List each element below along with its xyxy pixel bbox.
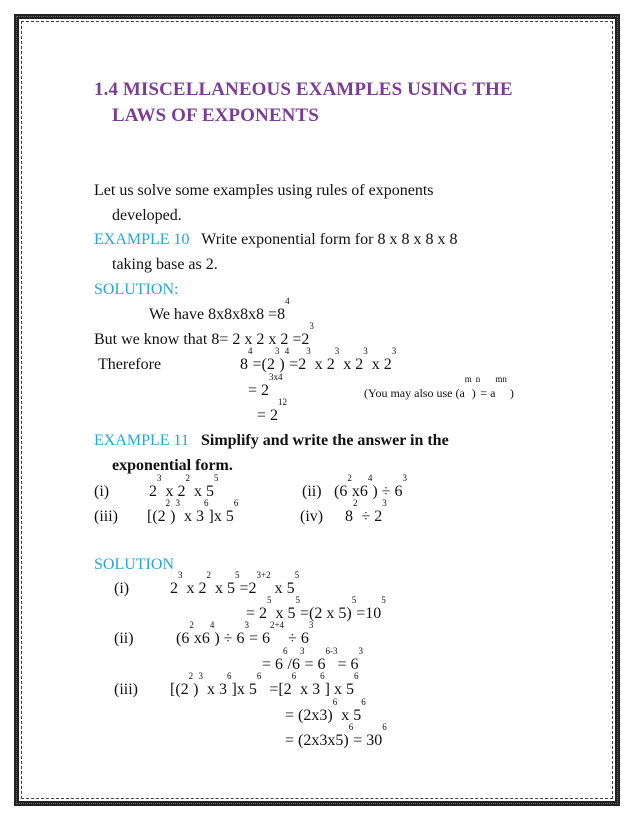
solution-iii-step-3: = $(2x3x5)^6= 30^6$	[285, 722, 387, 749]
example-10-line-1	[94, 230, 457, 250]
example-10-question: Write exponential form for 8 x 8 x 8 x 8	[201, 231, 458, 248]
section-heading	[94, 77, 574, 129]
example-11-line-1	[94, 431, 449, 451]
example-10-line-2: taking base as 2.	[112, 256, 218, 273]
solution-label-10: SOLUTION:	[94, 281, 179, 298]
example-11-line-2: exponential form.	[112, 457, 233, 474]
therefore-label: Therefore	[98, 356, 162, 373]
problem-ii-label: (ii)	[302, 483, 322, 500]
equation-step-3: = $2^{12}$	[257, 397, 288, 424]
problem-i-label: (i)	[94, 483, 110, 500]
problem-iv-label: (iv)	[300, 508, 324, 525]
solution-iii-step-2: = $(2x3)^6$ x $5^6$	[285, 697, 366, 724]
heading-line-1: 1.4 MISCELLANEOUS EXAMPLES USING THE	[94, 79, 513, 100]
intro-line-1: Let us solve some examples using rules of exponents	[94, 182, 434, 199]
solution-iii-step-1: [$(2^2)^3$ x $3^6]x$ $5^6 =[2^6$ x $3^6$] x $5^6$	[170, 671, 359, 698]
therefore-equation: $8^4=(2^3)^4=2^3$ x $2^3$ x $2^3$ x $2^3$	[240, 346, 397, 373]
solution-ii-step-1: $(6^2x6^4) \div 6^3= 6^{2+4} \div 6^3$	[176, 620, 314, 647]
solution-ii-label: (ii)	[114, 630, 134, 647]
problem-iv: $8^2 \div 2^3$	[345, 498, 387, 525]
problem-ii: $(6^2x6^4) \div 6^3$	[334, 473, 407, 500]
solution-iii-label: (iii)	[114, 681, 138, 698]
exponent-rule-note: (You may also use $(a^m)^n= a^{mn}$ )	[364, 374, 514, 400]
intro-line-2: developed.	[112, 207, 182, 224]
example-11-label: EXAMPLE 11	[94, 432, 189, 449]
example-11-question: Simplify and write the answer in the	[200, 432, 449, 449]
heading-line-2: LAWS OF EXPONENTS	[112, 105, 319, 126]
solution-i-step-2: = $2^5$ x $5^5=(2$ x $5)^5=10^5$	[246, 595, 386, 622]
solution-i-label: (i)	[114, 580, 130, 597]
problem-iii-label: (iii)	[94, 508, 118, 525]
example-10-label: EXAMPLE 10	[94, 231, 190, 248]
equation-step-2: = $2^{3x4}$	[248, 372, 283, 399]
have-line: We have $8x8x8x8 =8^4$	[149, 296, 290, 323]
solution-i-step-1: $2^3$ x $2^2$ x $5^5=2^{3+2}$ x $5^5$	[170, 570, 300, 597]
problem-i: $2^3$ x $2^2$ x $5^5$	[149, 473, 219, 500]
solution-label-11: SOLUTION	[94, 556, 174, 573]
problem-iii: [$(2^2)^3$ x $3^6]x$ $5^6$	[147, 498, 239, 525]
solution-ii-step-2: = $6^6/6^3= 6^{6-3}= 6^3$	[262, 646, 364, 673]
know-line: But we know that 8= 2 x 2 x $2 =2^3$	[94, 321, 314, 348]
